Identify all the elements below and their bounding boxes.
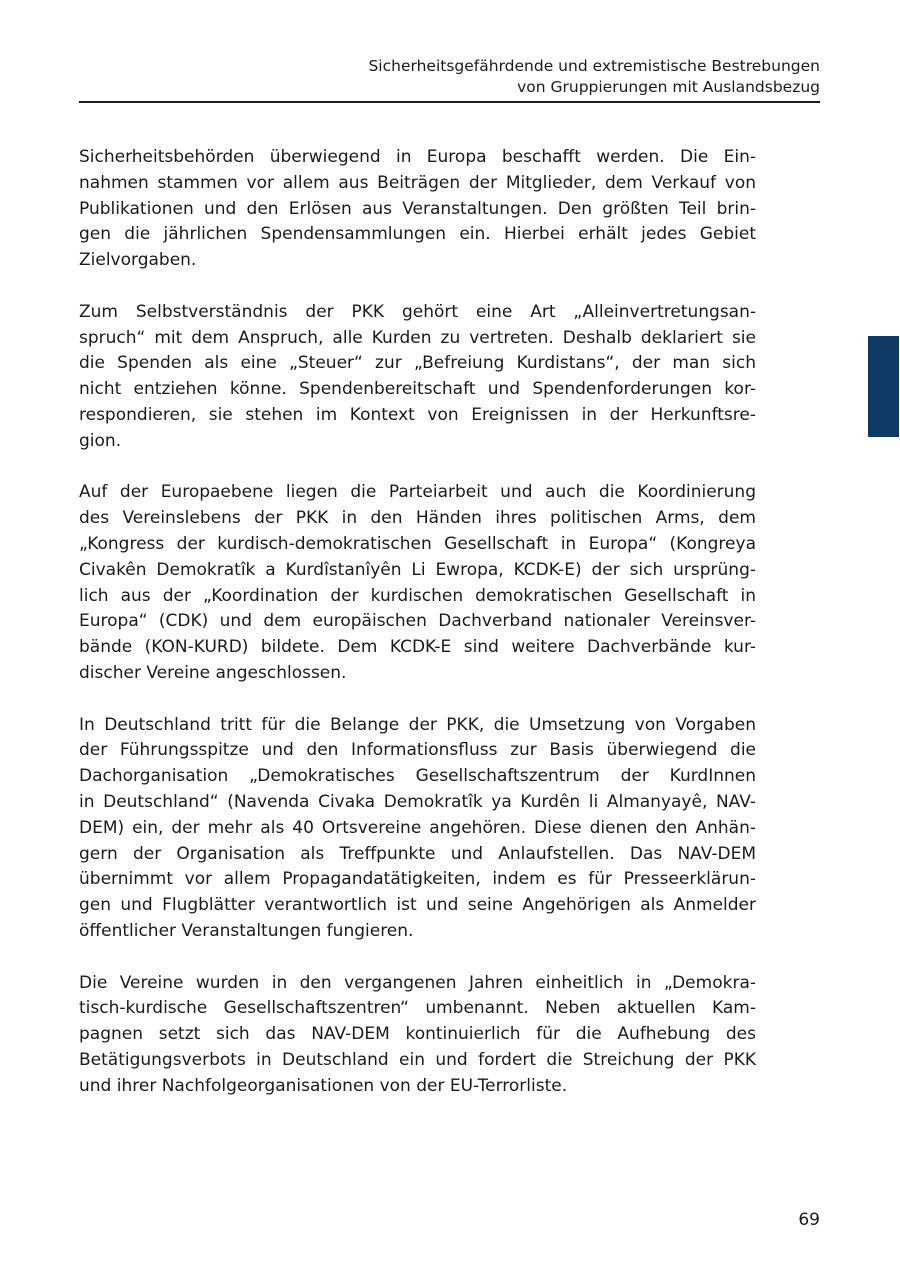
text-line: gen die jährlichen Spendensammlungen ein. Hierbei erhält jedes Gebiet — [79, 224, 756, 245]
paragraph-3 — [79, 480, 756, 686]
text-line: nicht entziehen könne. Spendenbereitschaft und Spendenforderungen kor- — [79, 379, 756, 400]
text-line: pagnen setzt sich das NAV-DEM kontinuierlich für die Aufhebung des — [79, 1024, 756, 1045]
text-line: Betätigungsverbots in Deutschland ein und fordert die Streichung der PKK — [79, 1049, 756, 1070]
text-line: die Spenden als eine „Steuer“ zur „Befreiung Kurdistans“, der man sich — [79, 353, 756, 374]
text-line: öffentlicher Veranstaltungen fungieren. — [79, 920, 414, 941]
text-line: respondieren, sie stehen im Kontext von Ereignissen in der Herkunftsre- — [79, 404, 756, 425]
paragraph-4 — [79, 713, 756, 945]
text-line: Die Vereine wurden in den vergangenen Jahren einheitlich in „Demokra- — [79, 972, 756, 993]
text-line: Zielvorgaben. — [79, 250, 197, 271]
text-line: übernimmt vor allem Propagandatätigkeiten, indem es für Presseerklärun- — [79, 869, 756, 890]
text-line: gen und Flugblätter verantwortlich ist und seine Angehörigen als Anmelder — [79, 895, 756, 916]
text-line: gern der Organisation als Treffpunkte und Anlaufstellen. Das NAV-DEM — [79, 843, 756, 864]
page-number: 69 — [798, 1210, 820, 1230]
paragraph-2 — [79, 300, 756, 455]
text-line: In Deutschland tritt für die Belange der PKK, die Umsetzung von Vorgaben — [79, 714, 756, 735]
text-line: nahmen stammen vor allem aus Beiträgen der Mitglieder, dem Verkauf von — [79, 172, 756, 193]
text-line: Publikationen und den Erlösen aus Veranstaltungen. Den größten Teil brin- — [79, 198, 756, 219]
text-line: spruch“ mit dem Anspruch, alle Kurden zu vertreten. Deshalb deklariert sie — [79, 327, 756, 348]
text-line: und ihrer Nachfolgeorganisationen von der EU-Terrorliste. — [79, 1075, 568, 1096]
text-line: „Kongress der kurdisch-demokratischen Gesellschaft in Europa“ (Kongreya — [79, 533, 756, 554]
text-line: Sicherheitsbehörden überwiegend in Europa beschafft werden. Die Ein- — [79, 147, 756, 167]
text-line: DEM) ein, der mehr als 40 Ortsvereine angehören. Diese dienen den Anhän- — [79, 817, 756, 838]
text-line: in Deutschland“ (Navenda Civaka Demokratîk ya Kurdên li Almanyayê, NAV- — [79, 791, 756, 812]
chapter-thumb-tab — [868, 336, 899, 437]
text-line: tisch-kurdische Gesellschaftszentren“ umbenannt. Neben aktuellen Kam- — [79, 998, 756, 1019]
text-line: bände (KON-KURD) bildete. Dem KCDK-E sind weitere Dachverbände kur- — [79, 637, 756, 658]
text-line: Zum Selbstverständnis der PKK gehört eine Art „Alleinvertretungsan- — [79, 301, 756, 322]
running-header-line-2: von Gruppierungen mit Auslandsbezug — [517, 78, 820, 96]
text-line: gion. — [79, 430, 122, 451]
paragraph-5 — [79, 971, 756, 1100]
text-line: lich aus der „Koordination der kurdischen demokratischen Gesellschaft in — [79, 585, 756, 606]
text-line: der Führungsspitze und den Informationsfluss zur Basis überwiegend die — [79, 740, 756, 761]
running-header-line-1: Sicherheitsgefährdende und extremistische Bestrebungen — [368, 57, 820, 75]
text-line: Dachorganisation „Demokratisches Gesellschaftszentrum der KurdInnen — [79, 766, 756, 787]
paragraph-1 — [79, 145, 756, 274]
header-rule — [79, 101, 820, 103]
running-header — [79, 56, 820, 98]
body-text — [79, 145, 756, 1125]
text-line: Civakên Demokratîk a Kurdîstanîyên Li Ewropa, KCDK-E) der sich ursprüng- — [79, 559, 756, 580]
text-line: des Vereinslebens der PKK in den Händen ihres politischen Arms, dem — [79, 508, 756, 529]
text-line: Auf der Europaebene liegen die Parteiarbeit und auch die Koordinierung — [79, 482, 756, 503]
text-line: Europa“ (CDK) und dem europäischen Dachverband nationaler Vereinsver- — [79, 611, 756, 632]
text-line: discher Vereine angeschlossen. — [79, 662, 347, 683]
